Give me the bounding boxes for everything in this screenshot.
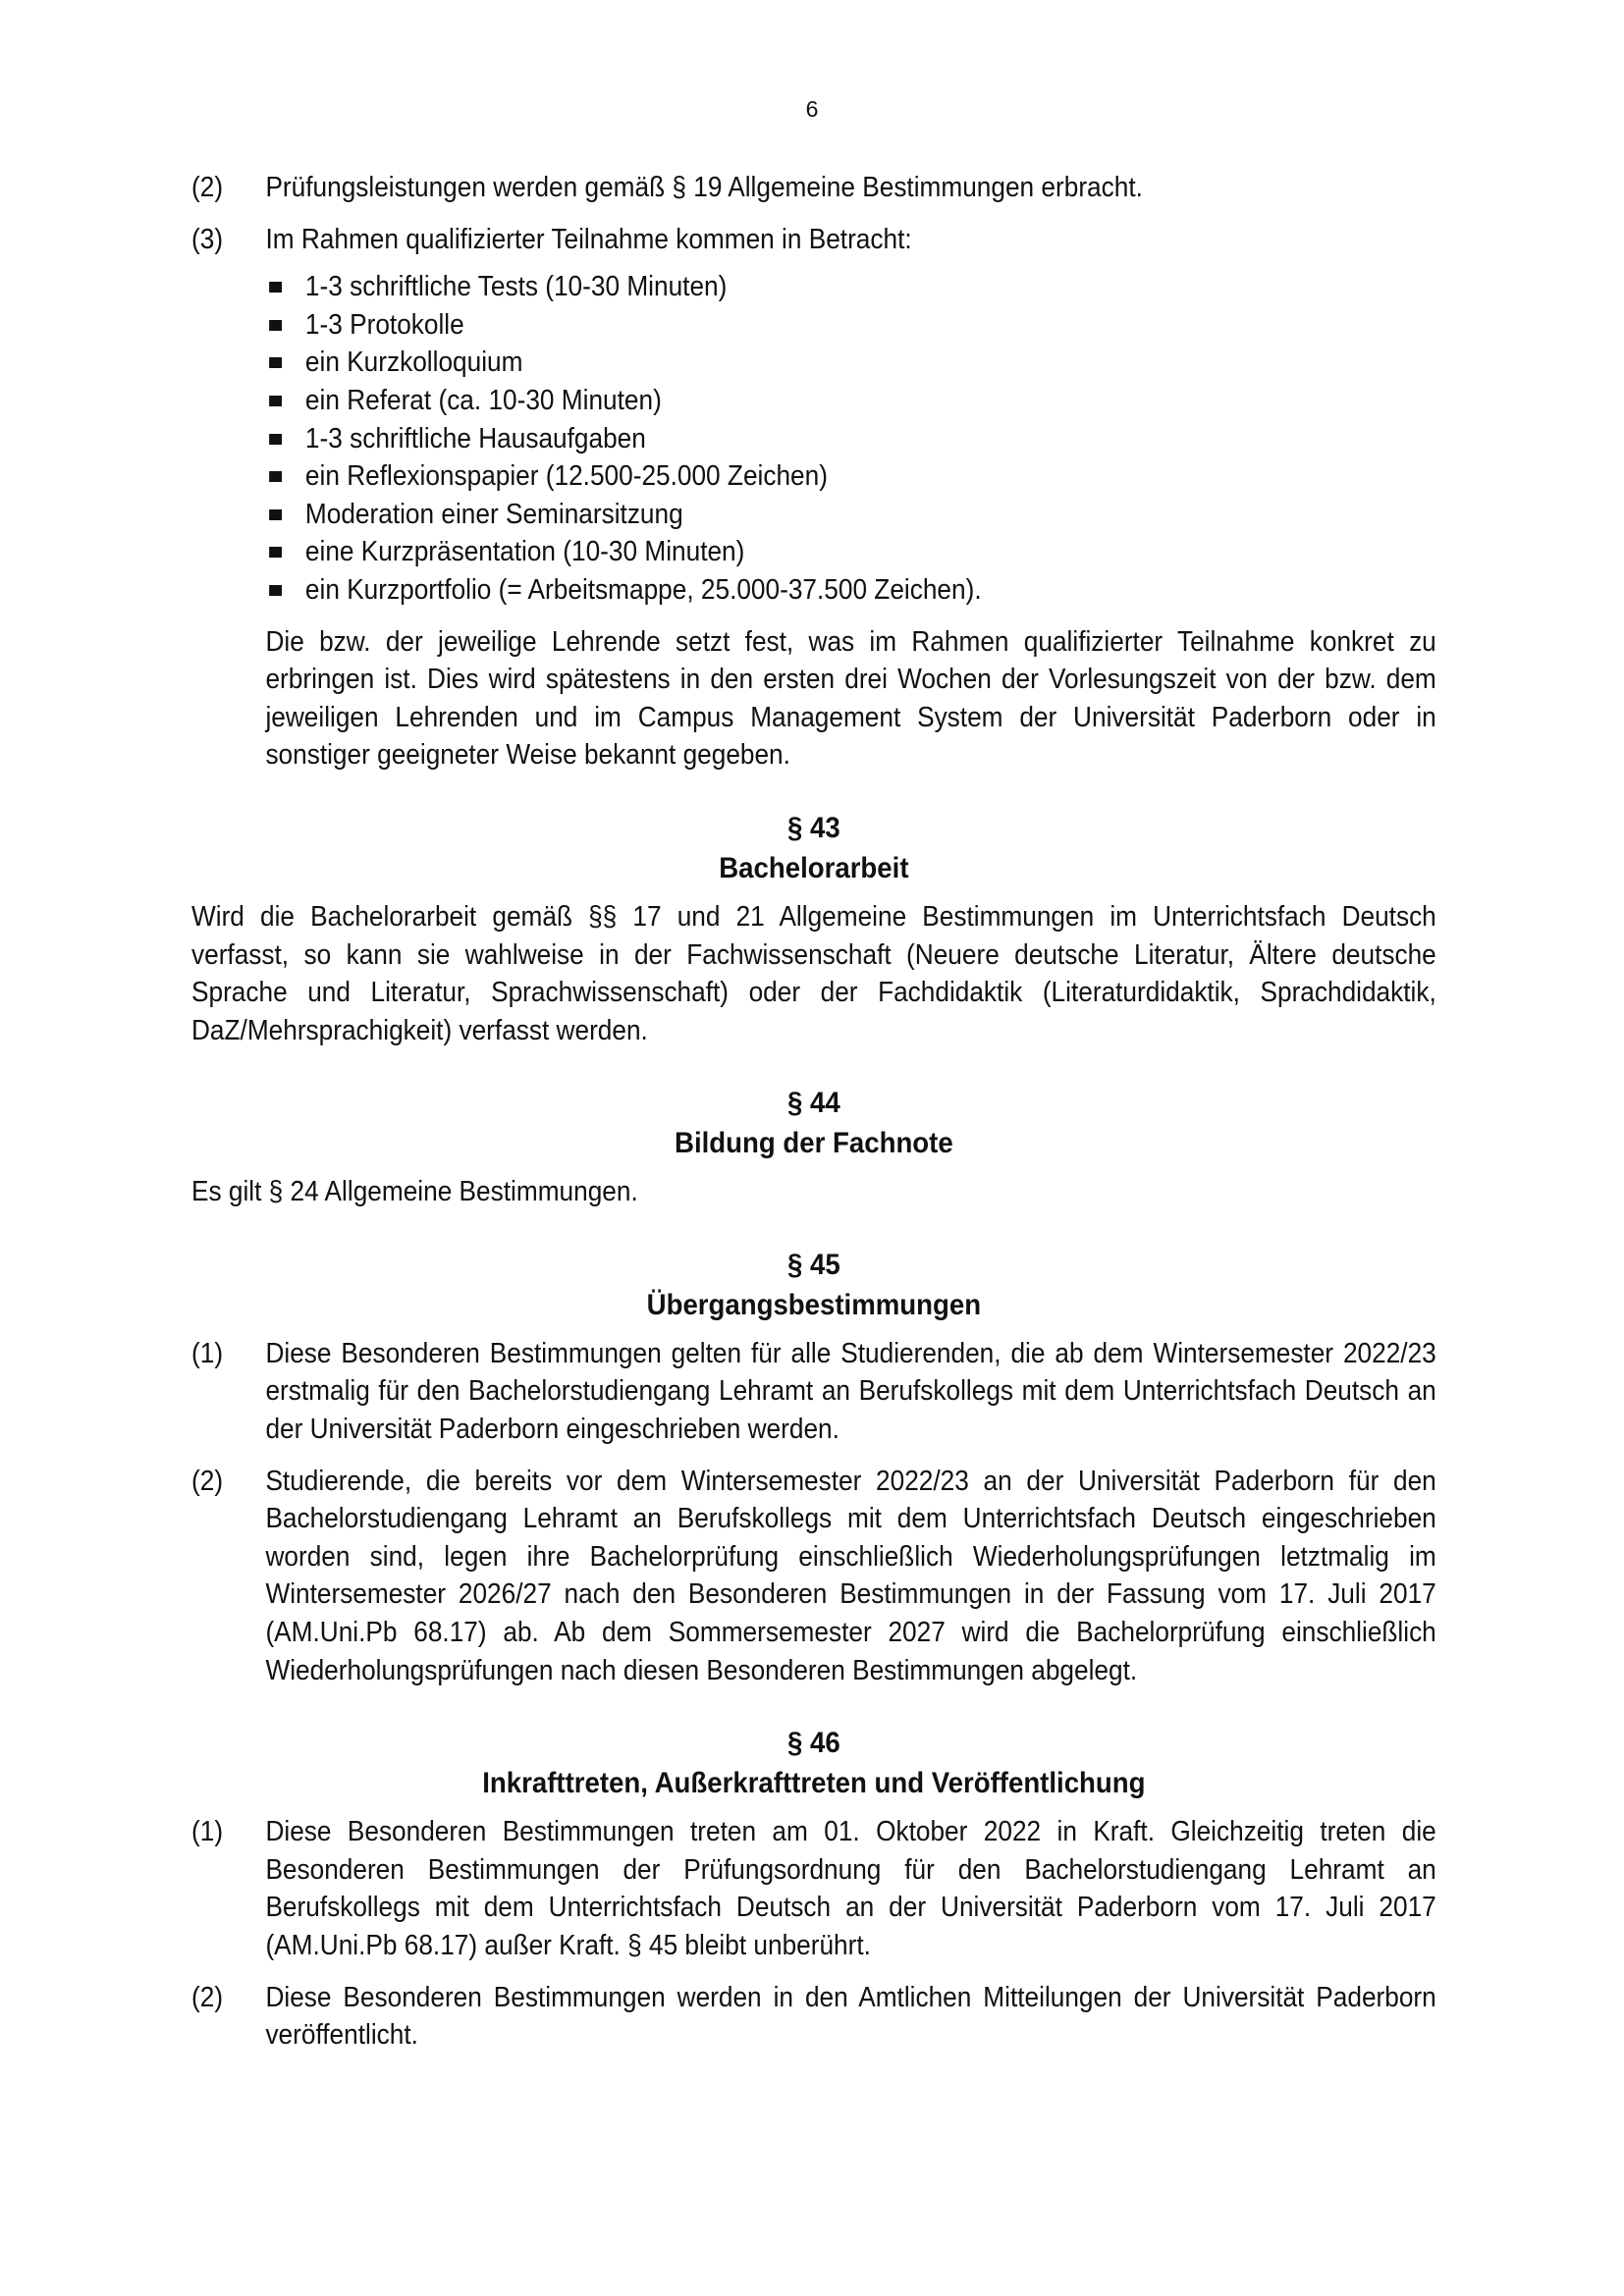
bullet-square-icon — [269, 282, 282, 293]
list-item-text: eine Kurzpräsentation (10-30 Minuten) — [304, 536, 745, 568]
section-heading-45 — [191, 1245, 1436, 1325]
bullet-square-icon — [269, 357, 282, 368]
paragraph-text: Diese Besonderen Bestimmungen treten am 01. Oktober 2022 in Kraft. Gleichzeitig treten die Besonderen Bestimmungen der Prüfungsordnung für den Bachelorstudiengang Lehramt an Berufskollegs mit dem Unterrichtsfach Deutsch an der Universität Paderborn vom 17. Juli 2017 (AM.Uni.Pb 68.17) außer Kraft. § 45 bleibt unberührt. — [265, 1816, 1436, 1961]
paragraph-number: (1) — [191, 1816, 224, 1848]
list-item-text: 1-3 schriftliche Tests (10-30 Minuten) — [304, 271, 728, 303]
bullet-list — [265, 268, 1435, 609]
paragraph — [191, 221, 1436, 259]
page-content — [191, 169, 1436, 2068]
paragraph — [191, 1463, 1436, 1690]
list-item-text: 1-3 schriftliche Hausaufgaben — [304, 422, 646, 454]
list-item — [265, 533, 1435, 571]
paragraph-number: (1) — [191, 1337, 224, 1369]
list-item-text: Moderation einer Seminarsitzung — [304, 498, 683, 530]
list-item-text: ein Kurzportfolio (= Arbeitsmappe, 25.000-37.500 Zeichen). — [304, 573, 982, 606]
section-number: § 43 — [787, 811, 840, 844]
bullet-square-icon — [269, 396, 282, 406]
page-number: 6 — [805, 96, 819, 122]
section-heading-46 — [191, 1723, 1436, 1803]
list-item — [265, 268, 1435, 306]
bullet-square-icon — [269, 585, 282, 596]
paragraph-text: Studierende, die bereits vor dem Wintersemester 2022/23 an der Universität Paderborn für den Bachelorstudiengang Lehramt an Berufskollegs mit dem Unterrichtsfach Deutsch eingeschrieben worden sind, legen ihre Bachelorprüfung einschließlich Wiederholungsprüfungen letztmalig im Wintersemester 2026/27 nach den Besonderen Bestimmungen in der Fassung vom 17. Juli 2017 (AM.Uni.Pb 68.17) ab. Ab dem Sommersemester 2027 wird die Bachelorprüfung einschließlich Wiederholungsprüfungen nach diesen Besonderen Bestimmungen abgelegt. — [265, 1465, 1436, 1686]
section-title: Bachelorarbeit — [719, 851, 909, 884]
paragraph-number: (3) — [191, 223, 224, 255]
paragraph-number: (2) — [191, 1465, 224, 1497]
section-number: § 46 — [787, 1727, 840, 1760]
section-text: Es gilt § 24 Allgemeine Bestimmungen. — [191, 1176, 638, 1208]
section-heading-43 — [191, 808, 1436, 888]
list-item — [265, 382, 1435, 420]
section-number: § 45 — [787, 1248, 840, 1281]
bullet-square-icon — [269, 509, 282, 520]
section-heading-44 — [191, 1083, 1436, 1163]
list-item — [265, 457, 1435, 496]
list-item — [265, 306, 1435, 345]
bullet-square-icon — [269, 471, 282, 482]
list-item-text: 1-3 Protokolle — [304, 308, 464, 341]
qualified-participation-note: Die bzw. der jeweilige Lehrende setzt fest, was im Rahmen qualifizierter Teilnahme konkret zu erbringen ist. Dies wird spätestens in den ersten drei Wochen der Vorlesungszeit von der bzw. dem jeweiligen Lehrenden und im Campus Management System der Universität Paderborn oder in sonstiger geeigneter Weise bekannt gegeben. — [265, 625, 1436, 772]
paragraph — [191, 1813, 1436, 1964]
section-title: Inkrafttreten, Außerkrafttreten und Veröffentlichung — [482, 1767, 1146, 1800]
paragraph-text: Diese Besonderen Bestimmungen werden in den Amtlichen Mitteilungen der Universität Paderborn veröffentlicht. — [265, 1981, 1436, 2052]
section-title: Bildung der Fachnote — [675, 1127, 953, 1160]
paragraph-text: Im Rahmen qualifizierter Teilnahme kommen in Betracht: — [265, 223, 912, 255]
section-title: Übergangsbestimmungen — [646, 1288, 982, 1321]
list-item — [265, 344, 1435, 382]
paragraph-text: Prüfungsleistungen werden gemäß § 19 Allgemeine Bestimmungen erbracht. — [265, 172, 1143, 203]
list-item-text: ein Kurzkolloquium — [304, 347, 523, 379]
bullet-square-icon — [269, 547, 282, 558]
paragraph-number: (2) — [191, 172, 224, 203]
bullet-square-icon — [269, 320, 282, 331]
list-item-text: ein Referat (ca. 10-30 Minuten) — [304, 384, 662, 416]
paragraph — [191, 169, 1436, 207]
bullet-square-icon — [269, 434, 282, 445]
list-item-text: ein Reflexionspapier (12.500-25.000 Zeichen) — [304, 460, 828, 493]
list-item — [265, 571, 1435, 610]
paragraph-number: (2) — [191, 1981, 224, 2013]
list-item — [265, 420, 1435, 458]
paragraph — [191, 1335, 1436, 1449]
paragraph-text: Diese Besonderen Bestimmungen gelten für alle Studierenden, die ab dem Wintersemester 2022/23 erstmalig für den Bachelorstudiengang Lehramt an Berufskollegs mit dem Unterrichtsfach Deutsch an der Universität Paderborn eingeschrieben werden. — [265, 1337, 1436, 1446]
list-item — [265, 496, 1435, 534]
section-number: § 44 — [787, 1087, 840, 1120]
section-text: Wird die Bachelorarbeit gemäß §§ 17 und 21 Allgemeine Bestimmungen im Unterrichtsfach Deutsch verfasst, so kann sie wahlweise in der Fachwissenschaft (Neuere deutsche Literatur, Ältere deutsche Sprache und Literatur, Sprachwissenschaft) oder der Fachdidaktik (Literaturdidaktik, Sprachdidaktik, DaZ/Mehrsprachigkeit) verfasst werden. — [191, 900, 1436, 1046]
paragraph — [191, 1979, 1436, 2055]
